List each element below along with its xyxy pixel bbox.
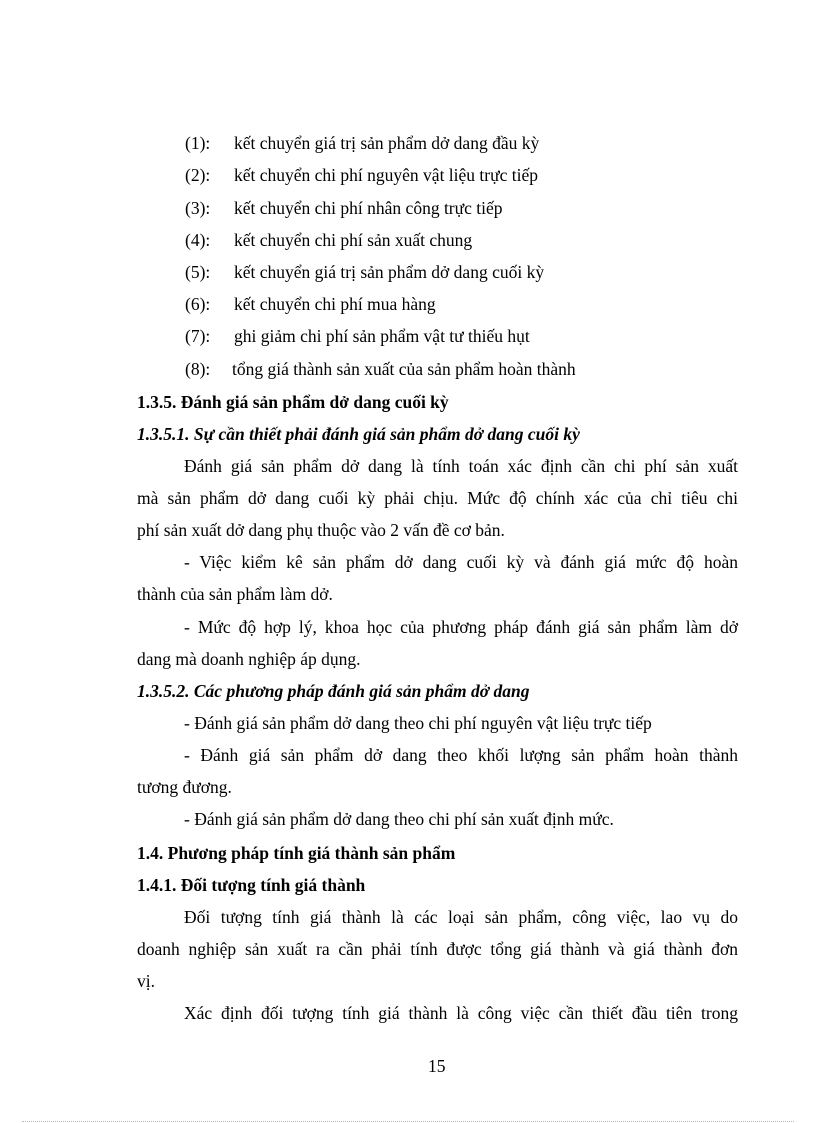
paragraph-line: mà sản phẩm dở dang cuối kỳ phải chịu. Mức độ chính xác của chỉ tiêu chi [137, 488, 738, 508]
paragraph-line: Xác định đối tượng tính giá thành là công việc cần thiết đầu tiên trong [184, 1003, 738, 1023]
paragraph-line: - Đánh giá sản phẩm dở dang theo chi phí sản xuất định mức. [184, 809, 614, 829]
list-item-number: (1): [185, 133, 211, 153]
page-number: 15 [428, 1056, 446, 1076]
list-item-text: kết chuyển chi phí sản xuất chung [234, 230, 473, 250]
list-item-text: kết chuyển chi phí nguyên vật liệu trực tiếp [234, 165, 538, 185]
subsection-heading: 1.3.5.1. Sự cần thiết phải đánh giá sản phẩm dở dang cuối kỳ [137, 424, 580, 444]
page-bottom-rule [22, 1121, 794, 1122]
list-item-text: kết chuyển giá trị sản phẩm dở dang cuối kỳ [234, 262, 545, 282]
subsection-heading: 1.3.5.2. Các phương pháp đánh giá sản phẩm dở dang [137, 681, 530, 701]
list-item-text: ghi giảm chi phí sản phẩm vật tư thiếu hụt [234, 326, 530, 346]
paragraph-line: phí sản xuất dở dang phụ thuộc vào 2 vấn đề cơ bản. [137, 520, 505, 540]
list-item-text: kết chuyển giá trị sản phẩm dở dang đầu kỳ [234, 133, 540, 153]
list-item-number: (2): [185, 165, 211, 185]
paragraph-line: - Đánh giá sản phẩm dở dang theo chi phí nguyên vật liệu trực tiếp [184, 713, 652, 733]
list-item-number: (8): [185, 359, 211, 379]
paragraph-line: vị. [137, 971, 155, 991]
list-item-number: (5): [185, 262, 211, 282]
section-heading: 1.4. Phương pháp tính giá thành sản phẩm [137, 843, 456, 863]
list-item-number: (4): [185, 230, 211, 250]
paragraph-line: - Đánh giá sản phẩm dở dang theo khối lượng sản phẩm hoàn thành [184, 745, 738, 765]
paragraph-line: - Việc kiểm kê sản phẩm dở dang cuối kỳ và đánh giá mức độ hoàn [184, 552, 738, 572]
section-heading: 1.3.5. Đánh giá sản phẩm dở dang cuối kỳ [137, 392, 449, 412]
paragraph-line: Đánh giá sản phẩm dở dang là tính toán xác định cần chi phí sản xuất [184, 456, 738, 476]
list-item-text: kết chuyển chi phí mua hàng [234, 294, 436, 314]
paragraph-line: tương đương. [137, 777, 232, 797]
paragraph-line: dang mà doanh nghiệp áp dụng. [137, 649, 361, 669]
list-item-number: (3): [185, 198, 211, 218]
paragraph-line: - Mức độ hợp lý, khoa học của phương pháp đánh giá sản phẩm làm dở [184, 617, 738, 637]
section-heading: 1.4.1. Đối tượng tính giá thành [137, 875, 366, 895]
list-item-number: (6): [185, 294, 211, 314]
list-item-text: kết chuyển chi phí nhân công trực tiếp [234, 198, 503, 218]
paragraph-line: doanh nghiệp sản xuất ra cần phải tính được tổng giá thành và giá thành đơn [137, 939, 738, 959]
list-item-text: tổng giá thành sản xuất của sản phẩm hoàn thành [232, 359, 576, 379]
paragraph-line: Đối tượng tính giá thành là các loại sản phẩm, công việc, lao vụ do [184, 907, 738, 927]
paragraph-line: thành của sản phẩm làm dở. [137, 584, 333, 604]
list-item-number: (7): [185, 326, 211, 346]
